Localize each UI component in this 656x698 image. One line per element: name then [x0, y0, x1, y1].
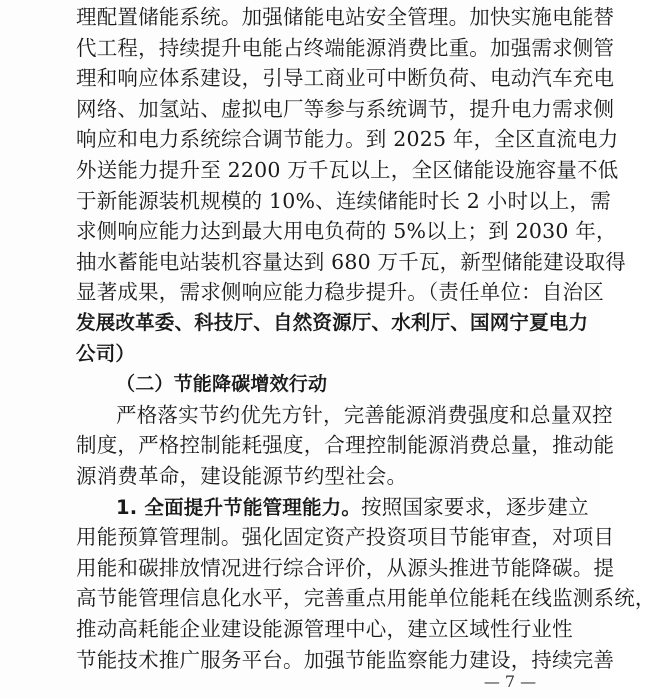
paragraph-line: 抽水蓄能电站装机容量达到 680 万千瓦，新型储能建设取得: [76, 249, 626, 274]
paragraph-line: 推动高耗能企业建设能源管理中心，建立区域性行业性: [76, 617, 573, 641]
paragraph-line: 用能和碳排放情况进行综合评价，从源头推进节能降碳。提: [76, 555, 615, 580]
page-number: — 7 —: [483, 672, 537, 691]
paragraph-line: 网络、加氢站、虚拟电厂等参与系统调节，提升电力需求侧: [76, 96, 615, 121]
paragraph-line: 源消费革命，建设能源节约型社会。: [76, 464, 408, 488]
paragraph-line: 严格落实节约优先方针，完善能源消费强度和总量双控: [116, 402, 613, 427]
paragraph-line: 显著成果，需求侧响应能力稳步提升。（责任单位：自治区: [76, 280, 604, 305]
paragraph-line: 响应和电力系统综合调节能力。到 2025 年，全区直流电力: [76, 127, 619, 152]
paragraph-line: 节能技术推广服务平台。加强节能监察能力建设，持续完善: [76, 647, 615, 672]
item-lead: 1. 全面提升节能管理能力。: [116, 495, 362, 519]
responsible-units-line: 公司）: [76, 341, 136, 365]
paragraph-line: 用能预算管理制。强化固定资产投资项目节能审查，对项目: [76, 525, 615, 550]
paragraph-line: 制度，严格控制能耗强度，合理控制能源消费总量，推动能: [76, 433, 615, 458]
responsible-units-line: 发展改革委、科技厅、自然资源厅、水利厅、国网宁夏电力: [76, 311, 589, 334]
paragraph-line: 理配置储能系统。加强储能电站安全管理。加快实施电能替: [76, 5, 615, 29]
paragraph-line: 求侧响应能力达到最大用电负荷的 5%以上；到 2030 年，: [76, 219, 617, 244]
item-first-line: [116, 490, 589, 524]
paragraph-line: 代工程，持续提升电能占终端能源消费比重。加强需求侧管: [76, 35, 615, 60]
item-first-rest: 按照国家要求，逐步建立: [361, 494, 589, 519]
paragraph-line: 高节能管理信息化水平，完善重点用能单位能耗在线监测系统，: [76, 586, 656, 611]
paragraph-line: 外送能力提升至 2200 万千瓦以上，全区储能设施容量不低: [76, 158, 619, 182]
paragraph-line: 于新能源装机规模的 10%、连续储能时长 2 小时以上，需: [76, 188, 611, 213]
paragraph-line: 理和响应体系建设，引导工商业可中断负荷、电动汽车充电: [76, 66, 615, 91]
section-heading: （二）节能降碳增效行动: [116, 373, 328, 396]
